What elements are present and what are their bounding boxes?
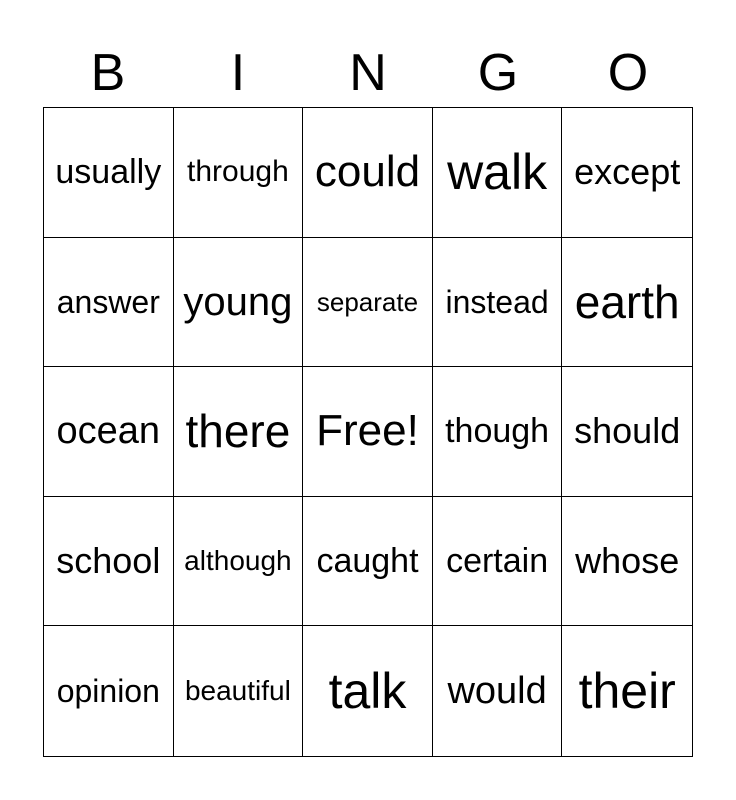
bingo-cell-word: their <box>578 663 676 720</box>
bingo-cell[interactable] <box>562 626 692 756</box>
bingo-cell[interactable] <box>303 108 433 238</box>
bingo-cell-word: Free! <box>316 406 419 456</box>
free-space-cell[interactable] <box>303 367 433 497</box>
header-letter-n: N <box>349 44 387 102</box>
bingo-cell-word: usually <box>55 153 162 192</box>
bingo-cell[interactable] <box>433 108 563 238</box>
bingo-cell[interactable] <box>433 626 563 756</box>
bingo-cell-word: talk <box>328 663 407 720</box>
bingo-cell[interactable] <box>174 367 304 497</box>
bingo-cell[interactable] <box>433 238 563 368</box>
bingo-cell-word: young <box>183 279 293 324</box>
bingo-cell-word: except <box>574 151 681 193</box>
bingo-cell-word: though <box>445 412 550 451</box>
bingo-cell[interactable] <box>433 367 563 497</box>
bingo-cell[interactable] <box>174 626 304 756</box>
bingo-cell[interactable] <box>174 108 304 238</box>
bingo-cell[interactable] <box>44 238 174 368</box>
bingo-cell[interactable] <box>562 497 692 627</box>
bingo-cell[interactable] <box>303 626 433 756</box>
bingo-cell[interactable] <box>562 238 692 368</box>
header-letter-i: I <box>230 44 246 102</box>
bingo-cell[interactable] <box>174 497 304 627</box>
header-letter-g: G <box>477 44 519 102</box>
bingo-cell-word: through <box>187 155 289 189</box>
bingo-cell[interactable] <box>44 497 174 627</box>
bingo-cell-word: ocean <box>56 410 161 453</box>
bingo-cell-word: opinion <box>56 673 160 710</box>
bingo-cell-word: certain <box>446 542 549 581</box>
header-letter-b: B <box>90 44 126 102</box>
bingo-cell-word: would <box>447 670 547 713</box>
bingo-cell[interactable] <box>44 367 174 497</box>
header-letter-o: O <box>607 44 649 102</box>
bingo-cell[interactable] <box>44 108 174 238</box>
bingo-cell-word: earth <box>574 275 680 328</box>
bingo-cell-word: caught <box>316 542 419 581</box>
bingo-cell-word: beautiful <box>184 675 291 707</box>
bingo-cell-word: instead <box>445 283 549 320</box>
bingo-board <box>43 107 693 757</box>
bingo-cell-word: could <box>314 147 421 197</box>
bingo-cell-word: whose <box>575 540 680 582</box>
bingo-header <box>43 40 693 106</box>
bingo-cell-word: separate <box>316 286 419 317</box>
bingo-cell[interactable] <box>174 238 304 368</box>
bingo-cell-word: although <box>184 545 292 577</box>
bingo-cell-word: answer <box>56 283 160 320</box>
bingo-cell[interactable] <box>562 367 692 497</box>
bingo-cell[interactable] <box>303 497 433 627</box>
bingo-cell-word: school <box>56 540 161 582</box>
bingo-cell[interactable] <box>303 238 433 368</box>
bingo-cell-word: should <box>574 410 681 452</box>
bingo-cell[interactable] <box>44 626 174 756</box>
bingo-cell[interactable] <box>562 108 692 238</box>
bingo-cell-word: there <box>185 405 291 458</box>
bingo-cell-word: walk <box>447 144 548 201</box>
bingo-cell[interactable] <box>433 497 563 627</box>
